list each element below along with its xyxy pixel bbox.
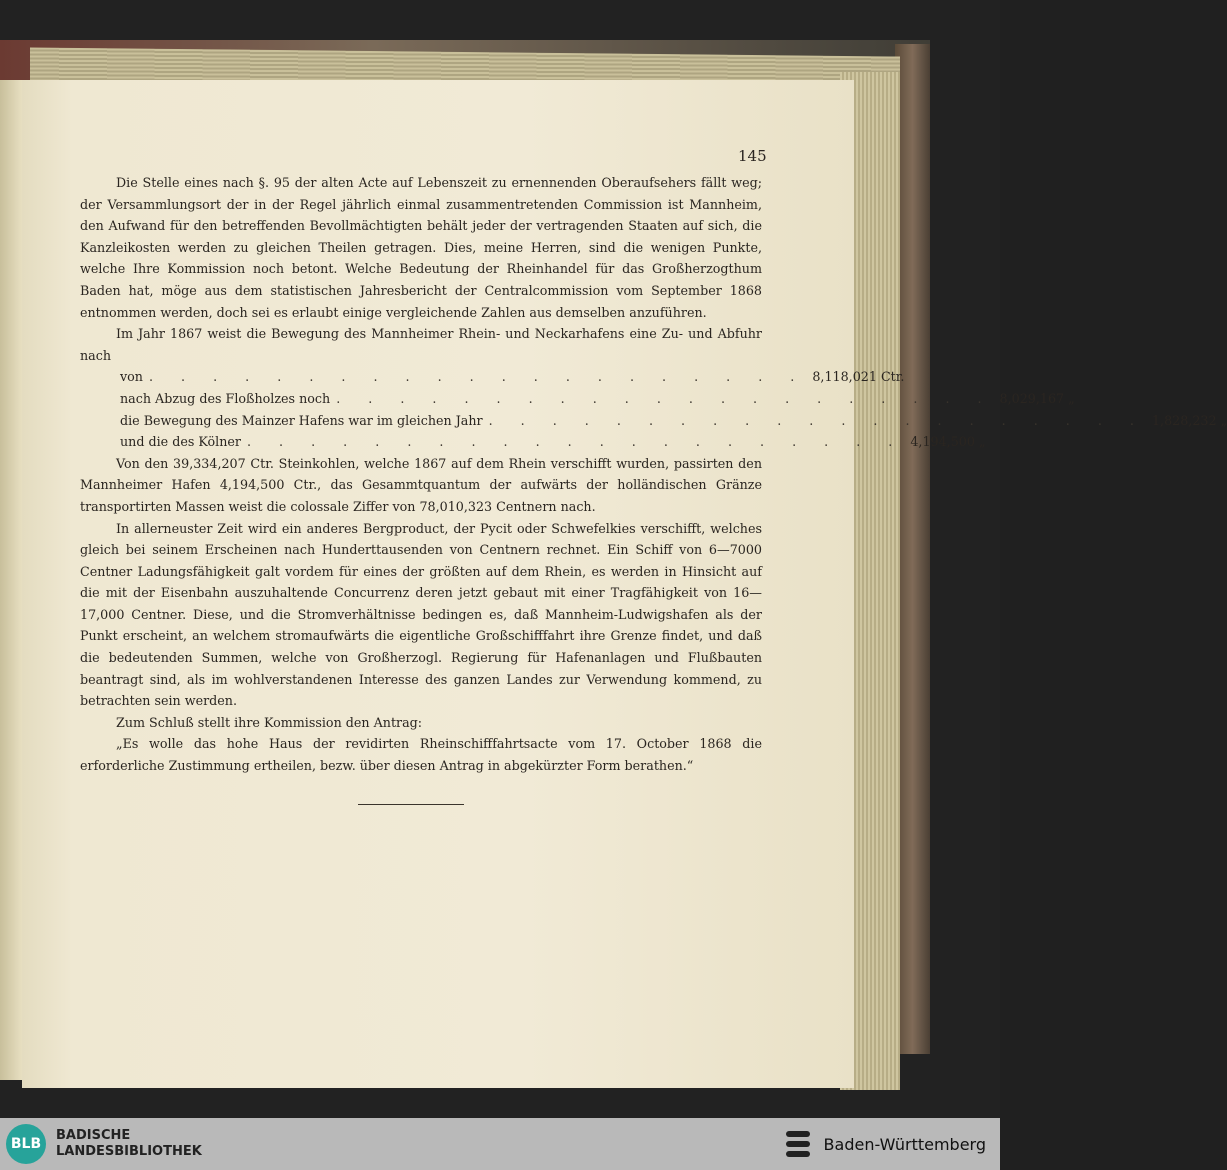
footer-bar xyxy=(0,1118,1000,1170)
row-value: 8,118,021 Ctr. xyxy=(812,369,905,385)
statistics-table xyxy=(120,366,1227,452)
left-page-edge xyxy=(0,80,22,1080)
table-row xyxy=(120,410,1227,432)
paragraph-4: In allerneuster Zeit wird ein anderes Bergproduct, der Pycit oder Schwefelkies verschifft, welches gleich bei seinem Erscheinen nach Hunderttausenden von Centnern rechnet. Ein Schiff von 6—7000 Centner Ladungsfähigkeit galt vordem für eines der größten auf dem Rhein, es werden in Hinsicht auf die mit der Eisenbahn auszuhaltende Concurrenz deren jetzt gebaut mit einer Tragfähigkeit von 16—17,000 Centner. Diese, und die Stromverhältnisse bedingen es, daß Mannheim-Ludwigshafen als der Punkt erscheint, an welchem stromaufwärts die eigentliche Großschifffahrt ihre Grenze findet, und daß die bedeutenden Summen, welche von Großherzogl. Regierung für Hafenanlagen und Flußbauten beantragt sind, als im wohlverstandenen Interesse des ganzen Landes zur Verwendung kommend, zu betrachten sein werden. xyxy=(80,520,762,709)
table-row xyxy=(120,431,986,453)
paragraph-3: Von den 39,334,207 Ctr. Steinkohlen, welche 1867 auf dem Rhein verschifft wurden, passirten den Mannheimer Hafen 4,194,500 Ctr., das Gesammtquantum der aufwärts der holländischen Gränze transportirten Massen weist die colossale Ziffer von 78,010,323 Centnern nach. xyxy=(80,455,762,514)
table-row xyxy=(120,388,1075,410)
leader-dots: . . . . . . . . . . . . . . . . . . . . . xyxy=(488,412,1146,428)
book-cover-right xyxy=(895,44,930,1054)
bw-brand[interactable] xyxy=(784,1127,986,1161)
baden-wuerttemberg-crest-icon xyxy=(784,1127,812,1161)
paragraph-5: Zum Schluß stellt ihre Kommission den Antrag: xyxy=(116,714,423,730)
page-text xyxy=(80,172,1227,777)
paragraph-1: Die Stelle eines nach §. 95 der alten Acte auf Lebenszeit zu ernennenden Oberaufsehers fällt weg; der Versammlungsort der in der Regel jährlich einmal zusammentretenden Commission ist Mannheim, den Aufwand für den betreffenden Bevollmächtigten behält jeder der vertragenden Staaten auf sich, die Kanzleikosten werden zu gleichen Theilen getragen. Dies, meine Herren, sind die wenigen Punkte, welche Ihre Kommission noch betont. Welche Bedeutung der Rheinhandel für das Großherzogthum Baden hat, möge aus dem statistischen Jahresbericht der Centralcommission vom September 1868 entnommen werden, doch sei es erlaubt einige vergleichende Zahlen aus demselben anzuführen. xyxy=(80,175,762,320)
blb-name xyxy=(56,1128,202,1160)
paragraph-2: Im Jahr 1867 weist die Bewegung des Mannheimer Rhein- und Neckarhafens eine Zu- und Abfuhr nach xyxy=(80,326,762,363)
leader-dots: . . . . . . . . . . . . . . . . . . . . . xyxy=(148,369,807,385)
table-row xyxy=(120,366,905,388)
blb-name-line2: LANDESBIBLIOTHEK xyxy=(56,1144,202,1159)
bw-name: Baden-Württemberg xyxy=(823,1134,986,1154)
leader-dots: . . . . . . . . . . . . . . . . . . . . . xyxy=(246,434,905,450)
motion-quote: „Es wolle das hohe Haus der revidirten Rheinschifffahrtsacte vom 17. October 1868 die erforderliche Zustimmung ertheilen, bezw. über diesen Antrag in abgekürzter Form berathen.“ xyxy=(80,736,762,774)
blb-brand[interactable] xyxy=(6,1124,202,1164)
leader-dots: . . . . . . . . . . . . . . . . . . . . . xyxy=(336,390,994,406)
page-number: 145 xyxy=(738,147,767,165)
blb-logo-icon: BLB xyxy=(6,1124,46,1164)
row-label: nach Abzug des Floßholzes noch xyxy=(120,390,331,406)
blb-name-line1: BADISCHE xyxy=(56,1128,131,1143)
row-label: die Bewegung des Mainzer Hafens war im gleichen Jahr xyxy=(120,412,483,428)
row-value: 4,194,500 „ xyxy=(910,434,986,450)
row-label: von xyxy=(120,369,143,385)
closing-rule xyxy=(358,804,464,805)
row-label: und die des Kölner xyxy=(120,434,241,450)
row-value: 1,828,232 „ xyxy=(1151,412,1227,428)
row-value: 8,029,167 „ xyxy=(999,390,1075,406)
